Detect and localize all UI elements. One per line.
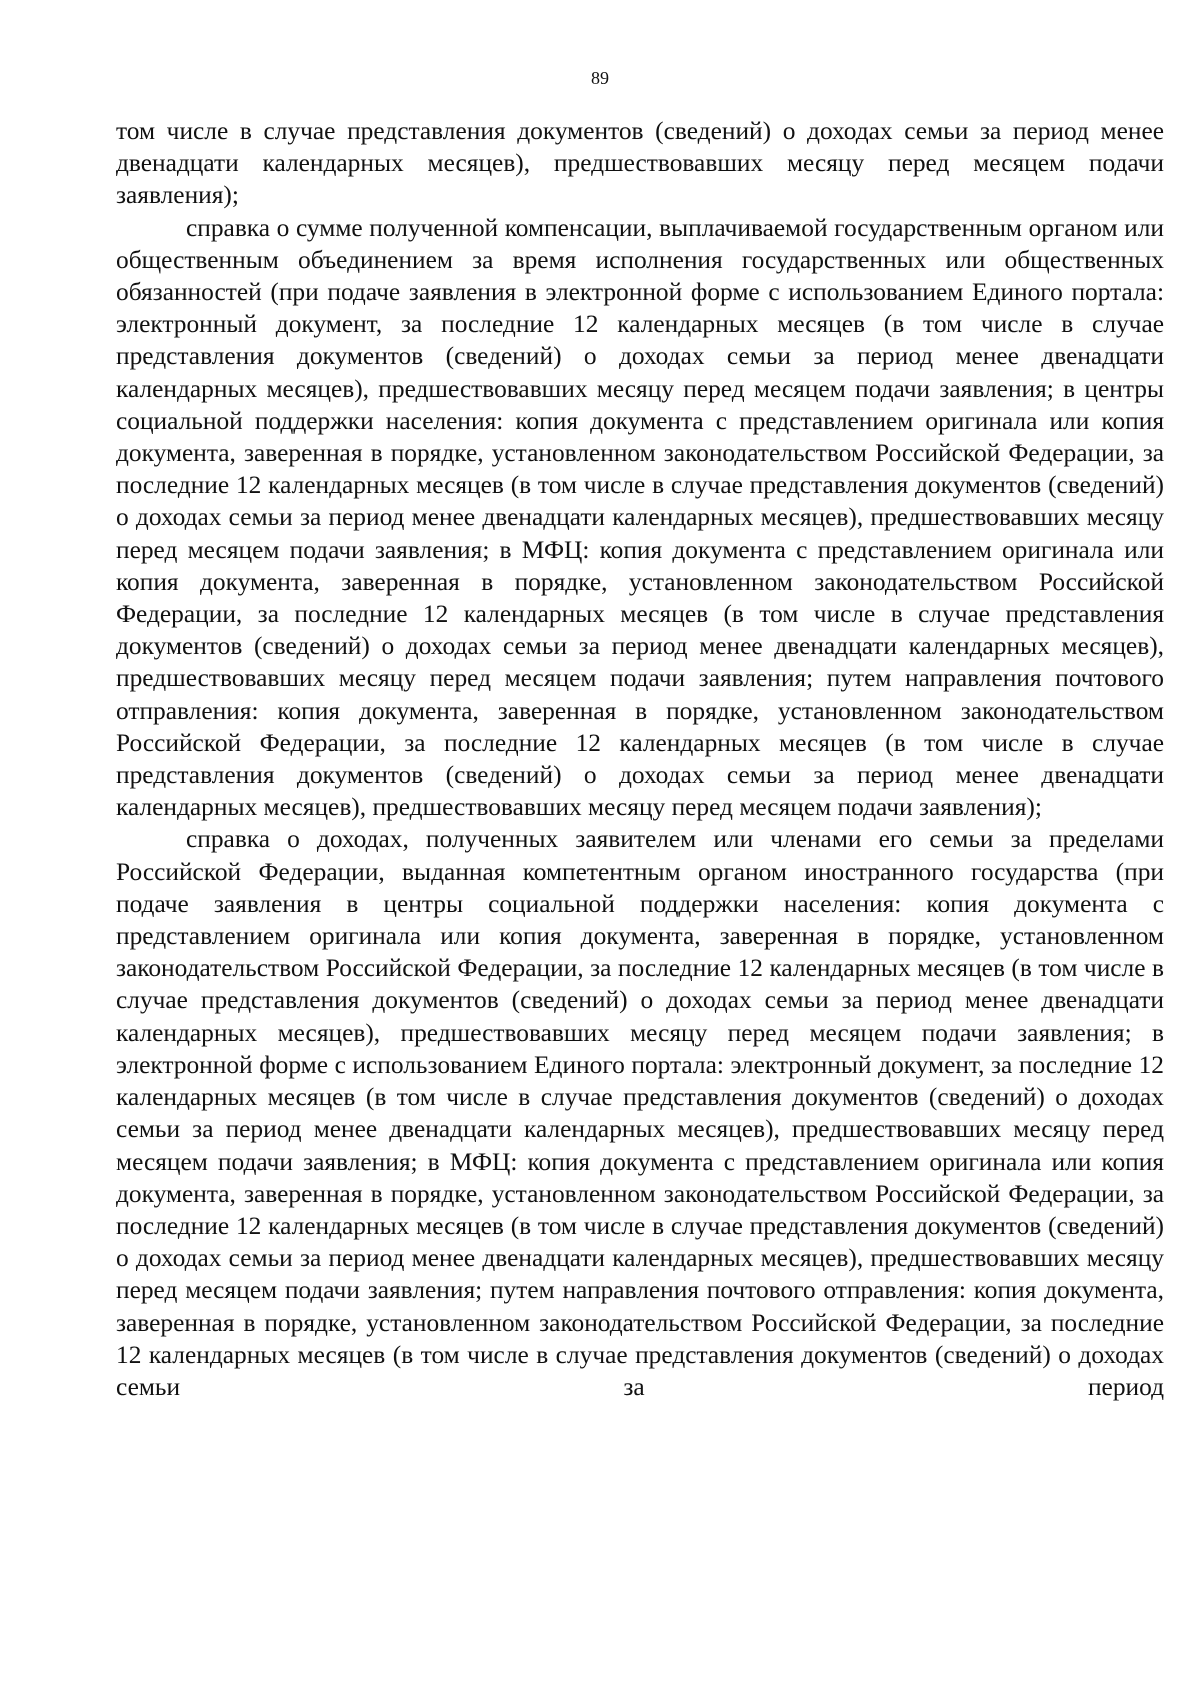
document-body	[116, 115, 1164, 1403]
page-number: 89	[591, 68, 609, 88]
paragraph-compensation-certificate: справка о сумме полученной компенсации, выплачиваемой государственным органом или общественным объединением за время исполнения государственных или общественных обязанностей (при подаче заявления в электронной форме с использованием Единого портала: электронный документ, за последние 12 календарных месяцев (в том числе в случае представления документов (сведений) о доходах семьи за период менее двенадцати календарных месяцев), предшествовавших месяцу перед месяцем подачи заявления; в центры социальной поддержки населения: копия документа с представлением оригинала или копия документа, заверенная в порядке, установленном законодательством Российской Федерации, за последние 12 календарных месяцев (в том числе в случае представления документов (сведений) о доходах семьи за период менее двенадцати календарных месяцев), предшествовавших месяцу перед месяцем подачи заявления; в МФЦ: копия документа с представлением оригинала или копия документа, заверенная в порядке, установленном законодательством Российской Федерации, за последние 12 календарных месяцев (в том числе в случае представления документов (сведений) о доходах семьи за период менее двенадцати календарных месяцев), предшествовавших месяцу перед месяцем подачи заявления; путем направления почтового отправления: копия документа, заверенная в порядке, установленном законодательством Российской Федерации, за последние 12 календарных месяцев (в том числе в случае представления документов (сведений) о доходах семьи за период менее двенадцати календарных месяцев), предшествовавших месяцу перед месяцем подачи заявления);	[116, 213, 1164, 822]
paragraph-continuation: том числе в случае представления документов (сведений) о доходах семьи за период менее двенадцати календарных месяцев), предшествовавших месяцу перед месяцем подачи заявления);	[116, 117, 1164, 210]
paragraph-foreign-income-certificate: справка о доходах, полученных заявителем или членами его семьи за пределами Российской Федерации, выданная компетентным органом иностранного государства (при подаче заявления в центры социальной поддержки населения: копия документа с представлением оригинала или копия документа, заверенная в порядке, установленном законодательством Российской Федерации, за последние 12 календарных месяцев (в том числе в случае представления документов (сведений) о доходах семьи за период менее двенадцати календарных месяцев), предшествовавших месяцу перед месяцем подачи заявления; в электронной форме с использованием Единого портала: электронный документ, за последние 12 календарных месяцев (в том числе в случае представления документов (сведений) о доходах семьи за период менее двенадцати календарных месяцев), предшествовавших месяцу перед месяцем подачи заявления; в МФЦ: копия документа с представлением оригинала или копия документа, заверенная в порядке, установленном законодательством Российской Федерации, за последние 12 календарных месяцев (в том числе в случае представления документов (сведений) о доходах семьи за период менее двенадцати календарных месяцев), предшествовавших месяцу перед месяцем подачи заявления; путем направления почтового отправления: копия документа, заверенная в порядке, установленном законодательством Российской Федерации, за последние 12 календарных месяцев (в том числе в случае представления документов (сведений) о доходах семьи за период	[116, 825, 1164, 1401]
